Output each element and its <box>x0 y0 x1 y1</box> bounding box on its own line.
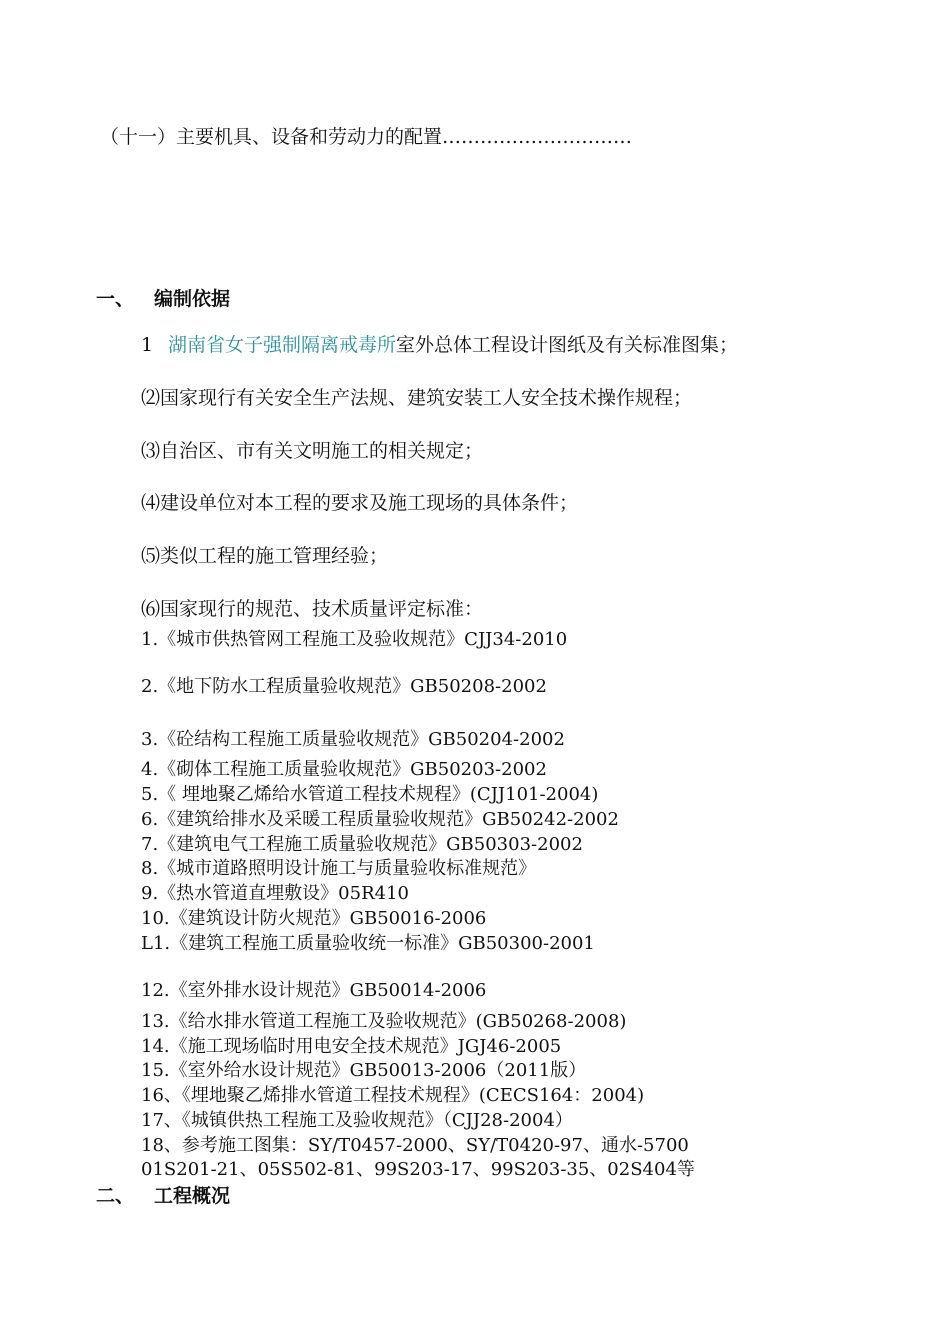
section-title: 工程概况 <box>154 1185 231 1207</box>
standard-item: 2.《地下防水工程质量验收规范》GB50208-2002 <box>141 676 547 697</box>
basis-item-text: 室外总体工程设计图纸及有关标准图集； <box>396 334 739 356</box>
section-heading-overview <box>96 1185 230 1207</box>
standard-item: 1.《城市供热管网工程施工及验收规范》CJJ34-2010 <box>141 629 568 650</box>
standard-item: 5.《 埋地聚乙烯给水管道工程技术规程》(CJJ101-2004) <box>141 784 599 805</box>
section-heading-basis <box>96 288 230 310</box>
basis-item-3: ⑶自治区、市有关文明施工的相关规定； <box>141 440 484 462</box>
standard-item: 8.《城市道路照明设计施工与质量验收标准规范》 <box>141 858 537 879</box>
standard-item: 01S201-21、05S502-81、99S203-17、99S203-35、02S404等 <box>141 1159 695 1180</box>
basis-item-2: ⑵国家现行有关安全生产法规、建筑安装工人安全技术操作规程； <box>141 387 693 409</box>
basis-item-4: ⑷建设单位对本工程的要求及施工现场的具体条件； <box>141 492 579 514</box>
standard-item: 16、《埋地聚乙烯排水管道工程技术规程》(CECS164：2004) <box>141 1085 645 1106</box>
section-number: 一、 <box>96 288 135 310</box>
standard-item: 3.《砼结构工程施工质量验收规范》GB50204-2002 <box>141 729 565 750</box>
standard-item: 13.《给水排水管道工程施工及验收规范》(GB50268-2008) <box>141 1011 627 1032</box>
basis-item-1 <box>141 334 738 356</box>
standard-item: 7.《建筑电气工程施工质量验收规范》GB50303-2002 <box>141 834 583 855</box>
standard-item: 15.《室外给水设计规范》GB50013-2006（2011版） <box>141 1060 587 1081</box>
standard-item: 17、《城镇供热工程施工及验收规范》（CJJ28-2004） <box>141 1110 573 1131</box>
basis-item-number: 1 <box>141 334 154 356</box>
standard-item: 18、参考施工图集：SY/T0457-2000、SY/T0420-97、通水-5700 <box>141 1135 689 1156</box>
standard-item: 4.《砌体工程施工质量验收规范》GB50203-2002 <box>141 759 547 780</box>
basis-item-5: ⑸类似工程的施工管理经验； <box>141 545 389 567</box>
section-number: 二、 <box>96 1185 135 1207</box>
standard-item: 10.《建筑设计防火规范》GB50016-2006 <box>141 908 487 929</box>
section-title: 编制依据 <box>154 288 231 310</box>
standard-item: 6.《建筑给排水及采暖工程质量验收规范》GB50242-2002 <box>141 809 619 830</box>
project-name: 湖南省女子强制隔离戒毒所 <box>168 334 397 356</box>
toc-line: （十一）主要机具、设备和劳动力的配置………………………… <box>100 126 633 148</box>
standard-item: 9.《热水管道直埋敷设》05R410 <box>141 883 409 904</box>
basis-item-6: ⑹国家现行的规范、技术质量评定标准： <box>141 598 484 620</box>
standard-item: 12.《室外排水设计规范》GB50014-2006 <box>141 980 487 1001</box>
standard-item: 14.《施工现场临时用电安全技术规范》JGJ46-2005 <box>141 1036 562 1057</box>
standard-item: L1.《建筑工程施工质量验收统一标准》GB50300-2001 <box>141 933 595 954</box>
